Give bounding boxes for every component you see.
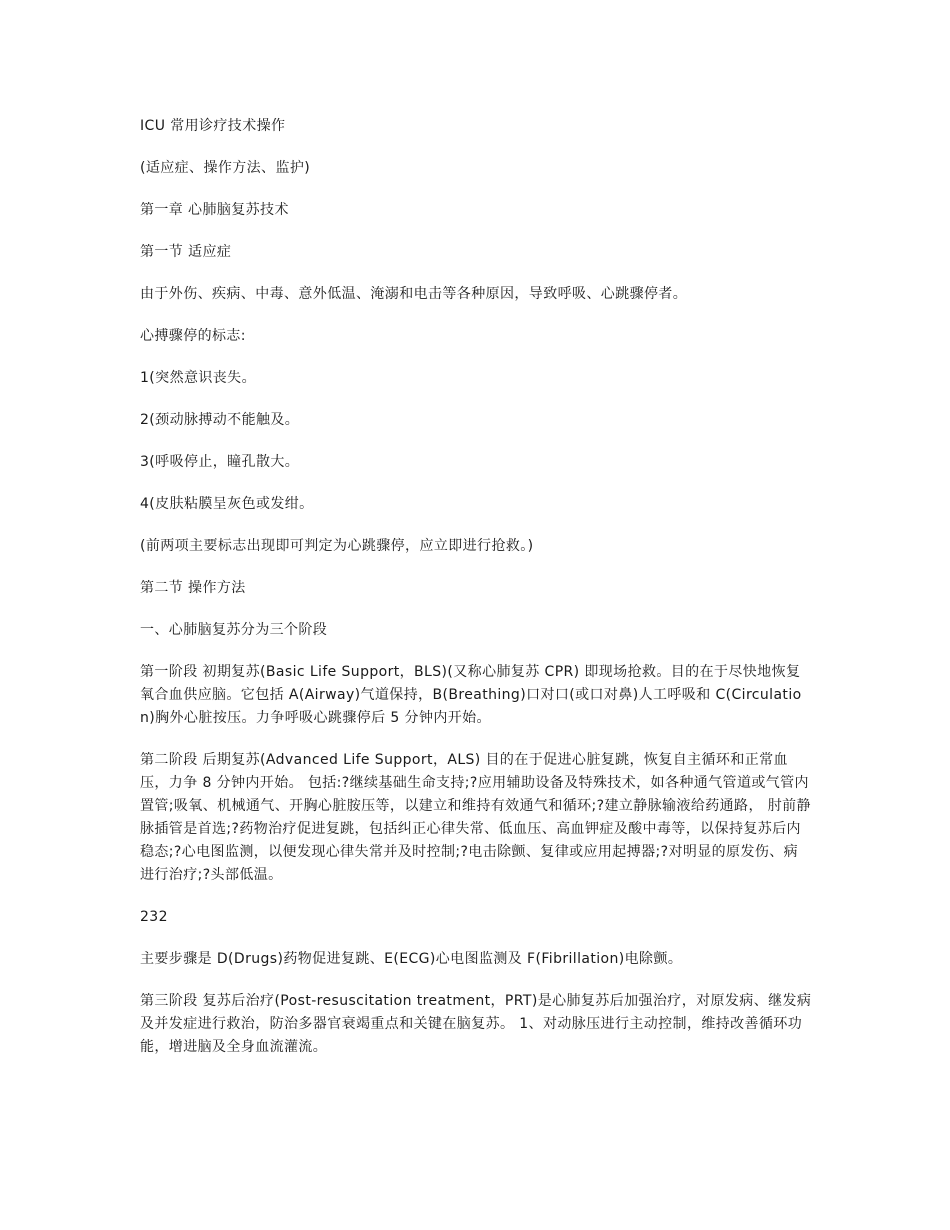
main-steps-paragraph: 主要步骤是 D(Drugs)药物促进复跳、E(ECG)心电图监测及 F(Fibrillation)电除颤。 [140,951,683,967]
indication-paragraph: 由于外伤、疾病、中毒、意外低温、淹溺和电击等各种原因，导致呼吸、心跳骤停者。 [140,286,688,302]
signs-heading: 心搏骤停的标志: [140,328,246,344]
document-subtitle: (适应症、操作方法、监护) [140,160,311,176]
chapter-heading: 第一章 心肺脑复苏技术 [140,202,289,218]
sign-item: 4(皮肤粘膜呈灰色或发绀。 [140,496,314,512]
section-heading-methods: 第二节 操作方法 [140,580,246,596]
stage2-paragraph: 第二阶段 后期复苏(Advanced Life Support，ALS) 目的在于促进心脏复跳，恢复自主循环和正常血压，力争 8 分钟内开始。 包括:?继续基础生命支持;?应用辅助设备及特殊技术，如各种通气管道或气管内置管;吸氧、机械通气、开胸心脏胺压等，以建立和维持有效通气和循环;?建立静脉输液给药通路， 肘前静脉插管是首选;?药物治疗促进复跳，包括纠正心律失常、低血压、高血钾症及酸中毒等，以保持复苏后内稳态;?心电图监测，以便发现心律失常并及时控制;?电击除颤、复律或应用起搏器;?对明显的原发伤、病进行治疗;?头部低温。 [140,752,811,883]
document-body [140,115,812,1078]
document-title: ICU 常用诊疗技术操作 [140,118,286,134]
signs-note: (前两项主要标志出现即可判定为心跳骤停，应立即进行抢救。) [140,538,534,554]
section-heading-indications: 第一节 适应症 [140,244,232,260]
sign-item: 3(呼吸停止，瞳孔散大。 [140,454,300,470]
page-number: 232 [140,909,168,925]
sign-item: 1(突然意识丧失。 [140,370,256,386]
stage1-paragraph: 第一阶段 初期复苏(Basic Life Support，BLS)(又称心肺复苏 CPR) 即现场抢救。目的在于尽快地恢复氧合血供应脑。它包括 A(Airway)气道保持，B(Breathing)口对口(或口对鼻)人工呼吸和 C(Circulation)胸外心脏按压。力争呼吸心跳骤停后 5 分钟内开始。 [140,664,802,726]
stages-heading: 一、心肺脑复苏分为三个阶段 [140,622,328,638]
sign-item: 2(颈动脉搏动不能触及。 [140,412,300,428]
stage3-paragraph: 第三阶段 复苏后治疗(Post-resuscitation treatment，PRT)是心肺复苏后加强治疗，对原发病、继发病及并发症进行救治，防治多器官衰竭重点和关键在脑复苏。 1、对动脉压进行主动控制，维持改善循环功能，增进脑及全身血流灌流。 [140,993,812,1055]
